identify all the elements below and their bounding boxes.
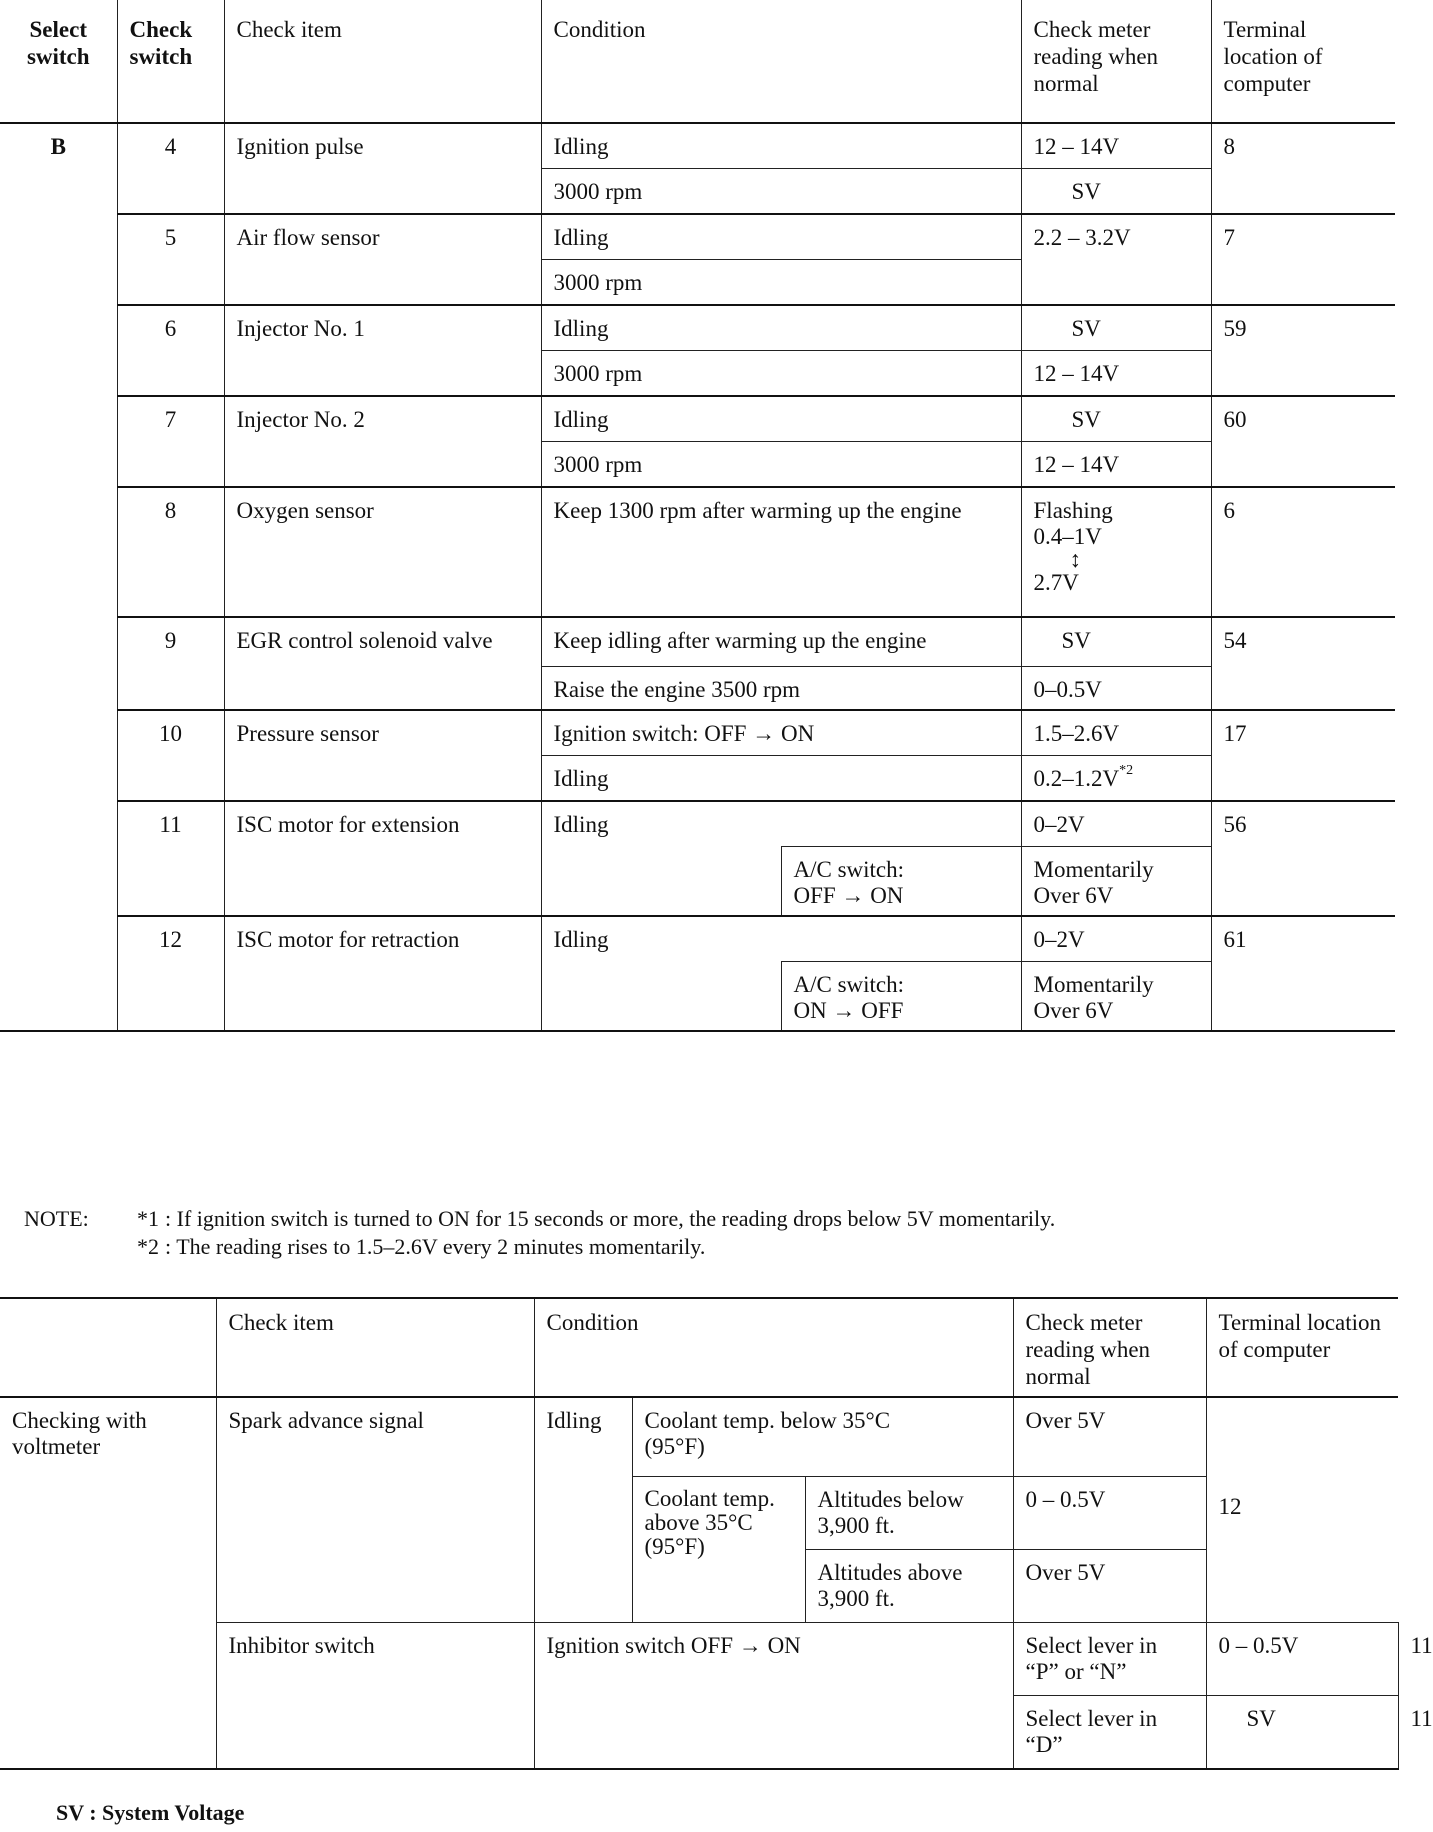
reading (1021, 487, 1211, 617)
reading: 0 – 0.5V (1206, 1623, 1398, 1696)
header-reading: Check meter reading when normal (1013, 1298, 1206, 1397)
reading: 0–2V (1021, 916, 1211, 962)
header-reading: Check meter reading when normal (1021, 0, 1211, 123)
condition: Idling (541, 756, 1021, 802)
reading: Momentarily Over 6V (1021, 847, 1211, 917)
reading: Over 5V (1013, 1397, 1206, 1477)
condition-detail: Coolant temp. above 35°C (95°F) (632, 1477, 805, 1623)
reading-line: Flashing (1033, 498, 1113, 523)
check-switch-number: 6 (117, 305, 224, 396)
table-header-row (0, 0, 1395, 123)
table-row (0, 214, 1395, 260)
condition-spacer (781, 801, 1021, 847)
footnotes (24, 1205, 1055, 1261)
condition: 3000 rpm (541, 442, 1021, 488)
terminal: 56 (1211, 801, 1395, 916)
header-condition: Condition (541, 0, 1021, 123)
check-switch-number: 7 (117, 396, 224, 487)
condition: Keep 1300 rpm after warming up the engine (541, 487, 1021, 617)
footnote-2 (24, 1233, 1055, 1261)
reading: 2.2 – 3.2V (1021, 214, 1211, 305)
condition-detail: Coolant temp. below 35°C (95°F) (632, 1397, 1013, 1477)
up-down-arrow-icon: ↕ (1069, 547, 1082, 572)
reading: Over 5V (1013, 1550, 1206, 1623)
footnote-symbol: *2 (137, 1234, 159, 1259)
check-item: Ignition pulse (224, 123, 541, 214)
sv-legend: SV : System Voltage (56, 1800, 245, 1825)
reading: SV (1021, 169, 1211, 215)
footnote-text: : If ignition switch is turned to ON for 15 seconds or more, the reading drops below 5V momentarily. (165, 1206, 1056, 1231)
check-item: Injector No. 2 (224, 396, 541, 487)
condition: Ignition switch OFF → ON (534, 1623, 1013, 1770)
sub-condition: A/C switch: ON → OFF (781, 962, 1021, 1032)
select-switch-value: B (0, 123, 117, 1031)
condition-detail: Altitudes below 3,900 ft. (805, 1477, 1013, 1550)
terminal: 12 (1206, 1397, 1398, 1623)
check-switch-number: 8 (117, 487, 224, 617)
reading-line: 2.7V (1033, 570, 1079, 595)
reading-line: 0.4–1V (1033, 524, 1102, 549)
footnote-symbol: *1 (137, 1206, 159, 1231)
condition: Keep idling after warming up the engine (541, 617, 1021, 667)
reading: 12 – 14V (1021, 442, 1211, 488)
reading: 0–2V (1021, 801, 1211, 847)
condition-detail: Altitudes above 3,900 ft. (805, 1550, 1013, 1623)
check-switch-number: 4 (117, 123, 224, 214)
group-label: Checking with voltmeter (0, 1397, 216, 1769)
header-terminal: Terminal location of computer (1206, 1298, 1398, 1397)
check-item: Injector No. 1 (224, 305, 541, 396)
header-check-switch: Check switch (117, 0, 224, 123)
header-condition: Condition (534, 1298, 1013, 1397)
condition-detail: Select lever in “D” (1013, 1696, 1206, 1770)
check-item: ISC motor for retraction (224, 916, 541, 1031)
condition: 3000 rpm (541, 351, 1021, 397)
condition: Idling (541, 305, 1021, 351)
check-switch-number: 10 (117, 710, 224, 801)
table-row (0, 801, 1395, 847)
check-item: Pressure sensor (224, 710, 541, 801)
reading: SV (1021, 396, 1211, 442)
condition: 3000 rpm (541, 169, 1021, 215)
check-switch-number: 5 (117, 214, 224, 305)
table-row: Select lever in “D” SV 11 (0, 1696, 1398, 1770)
check-item: Air flow sensor (224, 214, 541, 305)
condition: Idling (541, 123, 1021, 169)
reading: 12 – 14V (1021, 123, 1211, 169)
reading: 12 – 14V (1021, 351, 1211, 397)
condition-detail: Select lever in “P” or “N” (1013, 1623, 1206, 1696)
footnote-text: : The reading rises to 1.5–2.6V every 2 minutes momentarily. (165, 1234, 706, 1259)
table-row (0, 617, 1395, 667)
terminal: 6 (1211, 487, 1395, 617)
terminal: 61 (1211, 916, 1395, 1031)
check-item: EGR control solenoid valve (224, 617, 541, 710)
table-row (0, 1397, 1398, 1477)
reading: $0.2-1.2V^{*2}$ (1021, 756, 1211, 802)
table-header-row (0, 1298, 1398, 1397)
table-row (0, 305, 1395, 351)
reading: 0 – 0.5V (1013, 1477, 1206, 1550)
condition: Idling (541, 214, 1021, 260)
note-label: NOTE: (24, 1206, 89, 1231)
header-blank (0, 1298, 216, 1397)
condition: 3000 rpm (541, 260, 1021, 306)
table-row (0, 487, 1395, 617)
check-switch-number: 11 (117, 801, 224, 916)
table-row (0, 916, 1395, 962)
condition: Raise the engine 3500 rpm (541, 667, 1021, 711)
check-switch-number: 9 (117, 617, 224, 710)
header-check-item: Check item (216, 1298, 534, 1397)
condition: Ignition switch: OFF → ON (541, 710, 1021, 756)
table-row (0, 123, 1395, 169)
terminal: 17 (1211, 710, 1395, 801)
check-item: Oxygen sensor (224, 487, 541, 617)
table-row: Inhibitor switch Ignition switch OFF → ON Select lever in “P” or “N” 0 – 0.5V 11 (0, 1623, 1398, 1696)
condition: Idling (541, 801, 781, 916)
table-row (0, 710, 1395, 756)
header-check-item: Check item (224, 0, 541, 123)
terminal: 8 (1211, 123, 1395, 214)
check-item: Spark advance signal (216, 1397, 534, 1623)
voltmeter-check-table (0, 1297, 1433, 1770)
footnote-ref: *2 (1119, 763, 1134, 778)
reading: 1.5–2.6V (1021, 710, 1211, 756)
terminal: 59 (1211, 305, 1395, 396)
reading: 0–0.5V (1021, 667, 1211, 711)
header-terminal: Terminal location of computer (1211, 0, 1395, 123)
condition: Idling (541, 396, 1021, 442)
condition: Idling (541, 916, 781, 1031)
sub-condition: A/C switch: OFF → ON (781, 847, 1021, 917)
terminal: 54 (1211, 617, 1395, 710)
header-select-switch: Select switch (0, 0, 117, 123)
check-item: ISC motor for extension (224, 801, 541, 916)
check-item: Inhibitor switch (216, 1623, 534, 1770)
reading: Momentarily Over 6V (1021, 962, 1211, 1032)
table-row (0, 396, 1395, 442)
reading: SV (1021, 305, 1211, 351)
footnote-1 (24, 1205, 1055, 1233)
check-switch-number: 12 (117, 916, 224, 1031)
terminal: 7 (1211, 214, 1395, 305)
condition: Idling (534, 1397, 632, 1623)
condition-spacer (781, 916, 1021, 962)
terminal: 60 (1211, 396, 1395, 487)
reading: SV (1206, 1696, 1398, 1770)
reading: SV (1021, 617, 1211, 667)
